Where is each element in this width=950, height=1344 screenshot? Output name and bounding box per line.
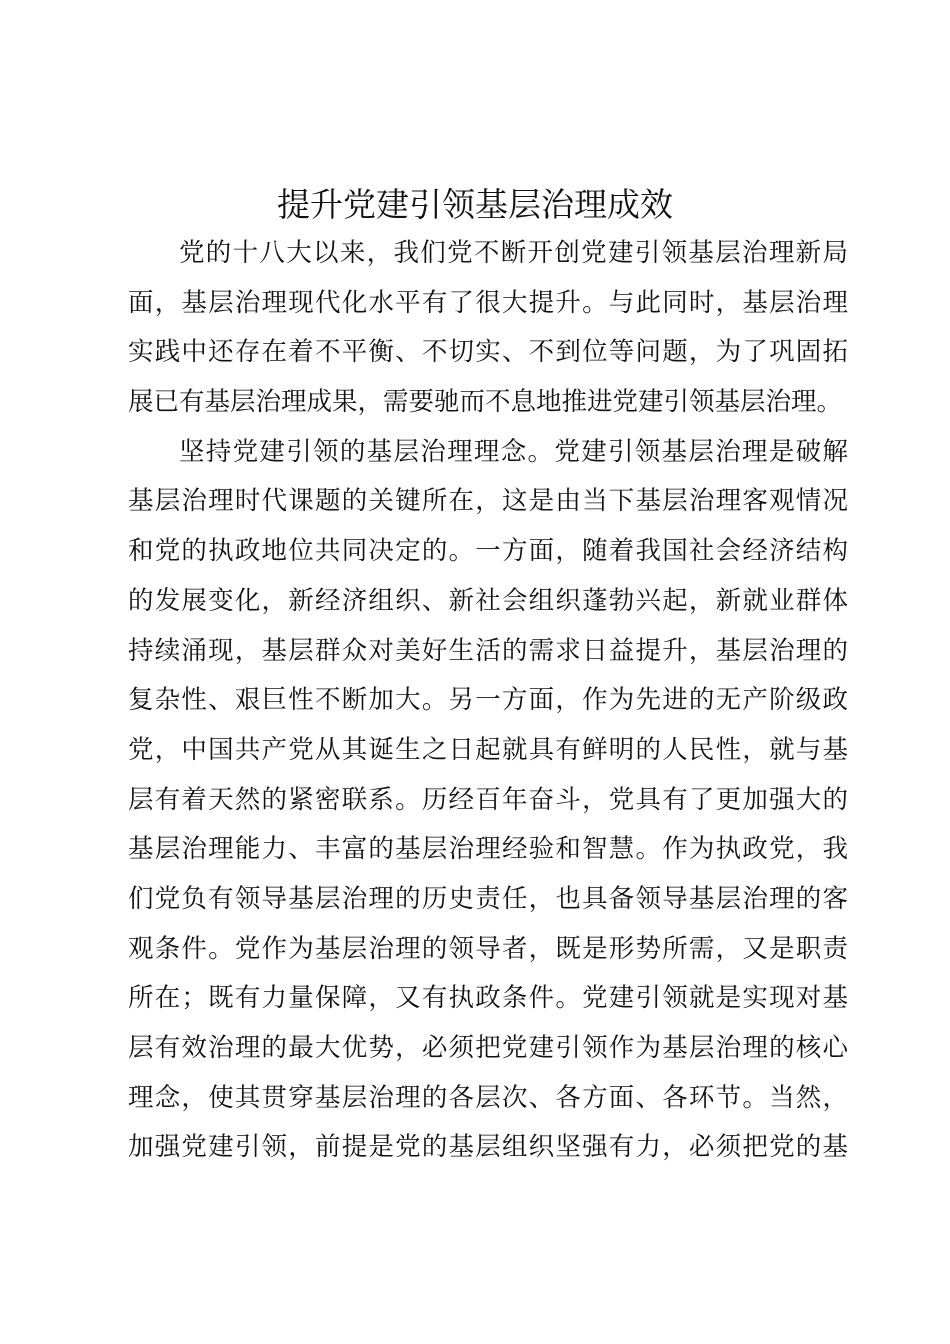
paragraph-2-line-13: 层有效治理的最大优势，必须把党建引领作为基层治理的核心 xyxy=(128,1033,848,1063)
paragraph-2-line-14: 理念，使其贯穿基层治理的各层次、各方面、各环节。当然， xyxy=(128,1082,848,1113)
document-body xyxy=(128,229,848,1173)
paragraph-1-line-4: 展已有基层治理成果，需要驰而不息地推进党建引领基层治理。 xyxy=(128,387,843,418)
paragraph-2-line-15: 加强党建引领，前提是党的基层组织坚强有力，必须把党的基 xyxy=(128,1132,848,1163)
paragraph-2-line-4: 的发展变化，新经济组织、新社会组织蓬勃兴起，新就业群体 xyxy=(128,585,848,616)
paragraph-1-line-1: 党的十八大以来，我们党不断开创党建引领基层治理新局 xyxy=(179,238,848,268)
paragraph-2-line-11: 观条件。党作为基层治理的领导者，既是形势所需，又是职责 xyxy=(128,933,848,964)
paragraph-2-line-5: 持续涌现，基层群众对美好生活的需求日益提升，基层治理的 xyxy=(128,635,848,666)
paragraph-2-line-9: 基层治理能力、丰富的基层治理经验和智慧。作为执政党，我 xyxy=(128,834,848,865)
paragraph-2-line-1: 坚持党建引领的基层治理理念。党建引领基层治理是破解 xyxy=(179,436,848,467)
paragraph-1-line-2: 面，基层治理现代化水平有了很大提升。与此同时，基层治理 xyxy=(128,287,848,318)
document-title: 提升党建引领基层治理成效 xyxy=(277,185,673,224)
paragraph-2-line-10: 们党负有领导基层治理的历史责任，也具备领导基层治理的客 xyxy=(128,883,848,914)
paragraph-2-line-7: 党，中国共产党从其诞生之日起就具有鲜明的人民性，就与基 xyxy=(128,734,848,765)
paragraph-2-line-2: 基层治理时代课题的关键所在，这是由当下基层治理客观情况 xyxy=(128,486,848,517)
paragraph-2-line-12: 所在；既有力量保障，又有执政条件。党建引领就是实现对基 xyxy=(128,983,848,1014)
paragraph-2-line-8: 层有着天然的紧密联系。历经百年奋斗，党具有了更加强大的 xyxy=(128,784,848,815)
paragraph-2-line-6: 复杂性、艰巨性不断加大。另一方面，作为先进的无产阶级政 xyxy=(128,685,848,716)
paragraph-2-line-3: 和党的执政地位共同决定的。一方面，随着我国社会经济结构 xyxy=(128,536,848,567)
paragraph-1-line-3: 实践中还存在着不平衡、不切实、不到位等问题，为了巩固拓 xyxy=(128,337,848,368)
